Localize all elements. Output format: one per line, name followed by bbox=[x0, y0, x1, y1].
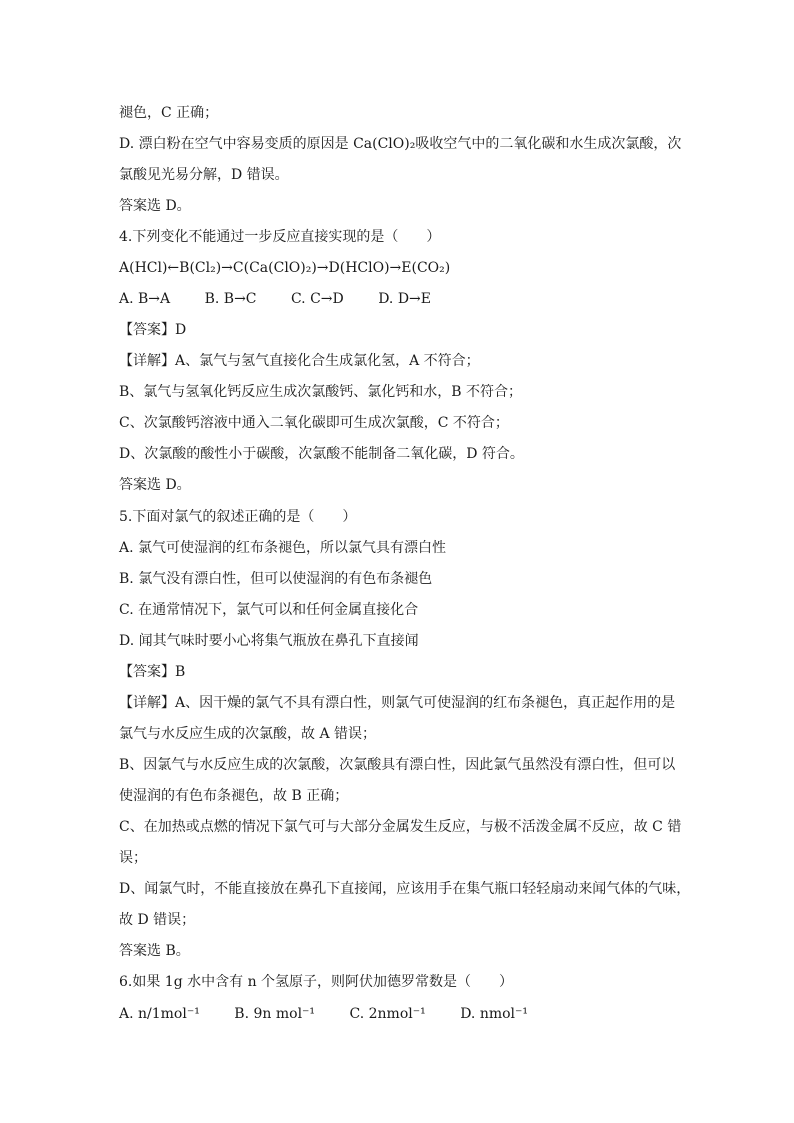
option-d: D. D→E bbox=[378, 291, 432, 307]
option-b: B. 氯气没有漂白性，但可以使湿润的有色布条褪色 bbox=[119, 571, 433, 587]
text-line: D、闻氯气时，不能直接放在鼻孔下直接闻，应该用手在集气瓶口轻轻扇动来闻气体的气味， bbox=[119, 881, 691, 897]
option-d: D. 闻其气味时要小心将集气瓶放在鼻孔下直接闻 bbox=[119, 633, 419, 649]
text-line: 答案选 B。 bbox=[119, 943, 190, 959]
q6-options bbox=[119, 1004, 675, 1024]
option-d: D. nmol⁻¹ bbox=[460, 1006, 529, 1022]
option-c: C. 2nmol⁻¹ bbox=[349, 1006, 426, 1022]
option-c: C. 在通常情况下，氯气可以和任何金属直接化合 bbox=[119, 602, 419, 618]
text-line: 答案选 D。 bbox=[119, 477, 191, 493]
text-line: C、在加热或点燃的情况下氯气可与大部分金属发生反应，与极不活泼金属不反应，故 C 错 bbox=[119, 819, 682, 835]
text-line: 故 D 错误； bbox=[119, 912, 196, 928]
answer-line: 【答案】B bbox=[119, 664, 186, 680]
text-line: 误； bbox=[119, 850, 147, 866]
option-a: A. B→A bbox=[119, 291, 171, 307]
option-a: A. n/1mol⁻¹ bbox=[119, 1006, 200, 1022]
q4-options bbox=[119, 289, 675, 309]
text-line: 氯气与水反应生成的次氯酸，故 A 错误； bbox=[119, 726, 377, 742]
text-line: 【详解】A、氯气与氢气直接化合生成氯化氢，A 不符合； bbox=[119, 353, 480, 369]
text-line: B、氯气与氢氧化钙反应生成次氯酸钙、氯化钙和水，B 不符合； bbox=[119, 384, 523, 400]
answer-line: 【答案】D bbox=[119, 322, 187, 338]
text-line: 氯酸见光易分解，D 错误。 bbox=[119, 167, 289, 183]
text-line: 【详解】A、因干燥的氯气不具有漂白性，则氯气可使湿润的红布条褪色，真正起作用的是 bbox=[119, 695, 676, 711]
question-6: 6.如果 1g 水中含有 n 个氢原子，则阿伏加德罗常数是（ ） bbox=[119, 974, 514, 990]
text-line: D. 漂白粉在空气中容易变质的原因是 Ca(ClO)₂吸收空气中的二氧化碳和水生成次氯酸，次 bbox=[119, 136, 682, 152]
text-line: C、次氯酸钙溶液中通入二氧化碳即可生成次氯酸，C 不符合； bbox=[119, 415, 509, 431]
text-line: B、因氯气与水反应生成的次氯酸，次氯酸具有漂白性，因此氯气虽然没有漂白性，但可以 bbox=[119, 757, 676, 773]
reaction-chain: A(HCl)←B(Cl₂)→C(Ca(ClO)₂)→D(HClO)→E(CO₂) bbox=[119, 260, 451, 276]
text-line: 褪色，C 正确； bbox=[119, 105, 219, 121]
question-5: 5.下面对氯气的叙述正确的是（ ） bbox=[119, 509, 357, 525]
option-c: C. C→D bbox=[290, 291, 344, 307]
option-b: B. B→C bbox=[204, 291, 257, 307]
option-a: A. 氯气可使湿润的红布条褪色，所以氯气具有漂白性 bbox=[119, 540, 447, 556]
text-line: D、次氯酸的酸性小于碳酸，次氯酸不能制备二氧化碳，D 符合。 bbox=[119, 446, 524, 462]
question-4: 4.下列变化不能通过一步反应直接实现的是（ ） bbox=[119, 229, 441, 245]
text-line: 答案选 D。 bbox=[119, 198, 191, 214]
option-b: B. 9n mol⁻¹ bbox=[234, 1006, 316, 1022]
text-line: 使湿润的有色布条褪色，故 B 正确； bbox=[119, 788, 349, 804]
